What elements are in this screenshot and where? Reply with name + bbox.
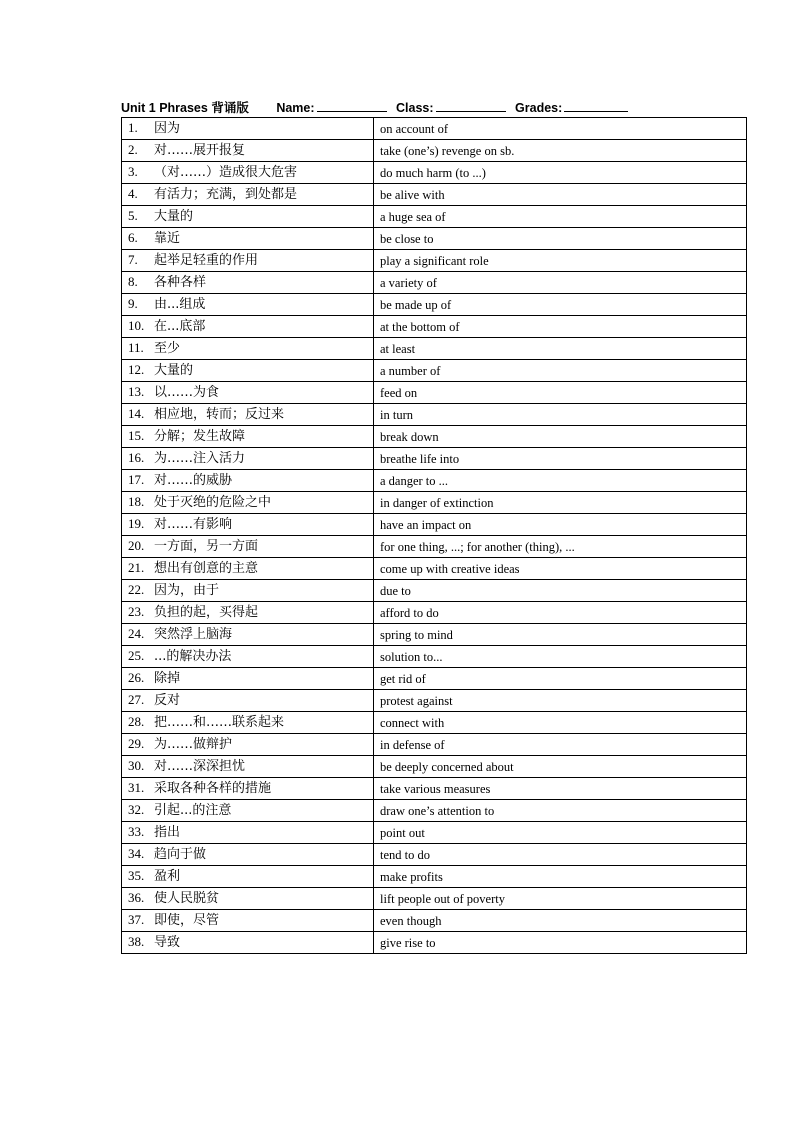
chinese-meaning: ...的解决办法	[154, 649, 232, 664]
table-row	[122, 822, 747, 844]
english-phrase: feed on	[380, 385, 418, 400]
english-phrase: break down	[380, 429, 439, 444]
row-number: 36.	[128, 890, 145, 905]
table-row	[122, 118, 747, 140]
row-number: 35.	[128, 868, 145, 883]
table-row	[122, 140, 747, 162]
english-phrase-cell	[374, 184, 747, 206]
chinese-meaning-cell	[122, 800, 374, 822]
row-number: 16.	[128, 450, 145, 465]
chinese-meaning: 导致	[154, 935, 181, 950]
english-phrase-cell	[374, 822, 747, 844]
row-number: 21.	[128, 560, 145, 575]
chinese-meaning-cell	[122, 558, 374, 580]
class-blank[interactable]	[436, 99, 506, 112]
english-phrase-cell	[374, 492, 747, 514]
chinese-meaning-cell	[122, 162, 374, 184]
english-phrase: in turn	[380, 407, 413, 422]
english-phrase-cell	[374, 844, 747, 866]
chinese-meaning-cell	[122, 844, 374, 866]
row-number: 38.	[128, 934, 145, 949]
english-phrase: draw one’s attention to	[380, 803, 495, 818]
table-row	[122, 206, 747, 228]
table-row	[122, 382, 747, 404]
table-row	[122, 580, 747, 602]
english-phrase-cell	[374, 338, 747, 360]
chinese-meaning: 有活力；充满，到处都是	[154, 187, 298, 202]
row-number: 37.	[128, 912, 145, 927]
table-row	[122, 734, 747, 756]
table-row	[122, 800, 747, 822]
english-phrase: have an impact on	[380, 517, 472, 532]
english-phrase: get rid of	[380, 671, 426, 686]
row-number: 34.	[128, 846, 145, 861]
english-phrase: on account of	[380, 121, 449, 136]
english-phrase: in danger of extinction	[380, 495, 494, 510]
row-number: 1.	[128, 120, 138, 135]
english-phrase: solution to...	[380, 649, 443, 664]
chinese-meaning-cell	[122, 206, 374, 228]
english-phrase: be close to	[380, 231, 434, 246]
grades-label: Grades:	[515, 101, 563, 115]
chinese-meaning: 即使，尽管	[154, 913, 220, 928]
english-phrase-cell	[374, 382, 747, 404]
english-phrase: breathe life into	[380, 451, 460, 466]
chinese-meaning: 至少	[154, 341, 181, 356]
english-phrase-cell	[374, 294, 747, 316]
table-row	[122, 404, 747, 426]
english-phrase-cell	[374, 778, 747, 800]
chinese-meaning: 各种各样	[154, 275, 207, 290]
table-row	[122, 624, 747, 646]
chinese-meaning: 为……做辩护	[154, 737, 233, 752]
phrase-table	[121, 117, 747, 954]
table-row	[122, 514, 747, 536]
table-row	[122, 228, 747, 250]
chinese-meaning: 对……的威胁	[154, 473, 233, 488]
chinese-meaning-cell	[122, 756, 374, 778]
table-row	[122, 316, 747, 338]
english-phrase-cell	[374, 866, 747, 888]
english-phrase: for one thing, ...; for another (thing), ...	[380, 539, 575, 554]
chinese-meaning: 采取各种各样的措施	[154, 781, 272, 796]
english-phrase-cell	[374, 426, 747, 448]
chinese-meaning: 想出有创意的主意	[154, 561, 259, 576]
row-number: 28.	[128, 714, 145, 729]
english-phrase-cell	[374, 668, 747, 690]
english-phrase: due to	[380, 583, 411, 598]
english-phrase: play a significant role	[380, 253, 489, 268]
row-number: 11.	[128, 340, 144, 355]
row-number: 4.	[128, 186, 138, 201]
chinese-meaning: 引起...的注意	[154, 803, 232, 818]
english-phrase: point out	[380, 825, 425, 840]
chinese-meaning-cell	[122, 646, 374, 668]
english-phrase-cell	[374, 888, 747, 910]
chinese-meaning-cell	[122, 294, 374, 316]
chinese-meaning-cell	[122, 822, 374, 844]
table-row	[122, 646, 747, 668]
grades-blank[interactable]	[564, 99, 628, 112]
chinese-meaning: 因为	[154, 121, 181, 136]
chinese-meaning-cell	[122, 624, 374, 646]
chinese-meaning: 处于灭绝的危险之中	[154, 495, 272, 510]
english-phrase: take various measures	[380, 781, 491, 796]
table-row	[122, 294, 747, 316]
table-row	[122, 250, 747, 272]
row-number: 2.	[128, 142, 138, 157]
chinese-meaning: 分解；发生故障	[154, 429, 246, 444]
english-phrase-cell	[374, 514, 747, 536]
table-row	[122, 360, 747, 382]
table-row	[122, 338, 747, 360]
chinese-meaning-cell	[122, 316, 374, 338]
chinese-meaning: 盈利	[154, 869, 181, 884]
chinese-meaning-cell	[122, 668, 374, 690]
english-phrase-cell	[374, 448, 747, 470]
english-phrase-cell	[374, 558, 747, 580]
table-row	[122, 602, 747, 624]
chinese-meaning: 大量的	[154, 363, 194, 378]
row-number: 3.	[128, 164, 138, 179]
row-number: 31.	[128, 780, 145, 795]
table-row	[122, 184, 747, 206]
row-number: 32.	[128, 802, 145, 817]
chinese-meaning: 因为，由于	[154, 583, 220, 598]
row-number: 8.	[128, 274, 138, 289]
english-phrase: be deeply concerned about	[380, 759, 514, 774]
class-label: Class:	[396, 101, 434, 115]
table-row	[122, 668, 747, 690]
english-phrase-cell	[374, 690, 747, 712]
row-number: 6.	[128, 230, 138, 245]
english-phrase-cell	[374, 316, 747, 338]
chinese-meaning-cell	[122, 888, 374, 910]
name-blank[interactable]	[317, 99, 387, 112]
table-row	[122, 448, 747, 470]
english-phrase-cell	[374, 932, 747, 954]
chinese-meaning-cell	[122, 404, 374, 426]
chinese-meaning-cell	[122, 448, 374, 470]
row-number: 22.	[128, 582, 145, 597]
row-number: 29.	[128, 736, 145, 751]
table-row	[122, 492, 747, 514]
table-row	[122, 690, 747, 712]
table-row	[122, 866, 747, 888]
english-phrase: afford to do	[380, 605, 439, 620]
english-phrase-cell	[374, 404, 747, 426]
english-phrase-cell	[374, 712, 747, 734]
chinese-meaning-cell	[122, 514, 374, 536]
chinese-meaning-cell	[122, 712, 374, 734]
chinese-meaning: （对……）造成很大危害	[154, 165, 298, 180]
row-number: 17.	[128, 472, 145, 487]
chinese-meaning-cell	[122, 118, 374, 140]
chinese-meaning-cell	[122, 492, 374, 514]
chinese-meaning-cell	[122, 580, 374, 602]
table-row	[122, 536, 747, 558]
row-number: 24.	[128, 626, 145, 641]
row-number: 19.	[128, 516, 145, 531]
row-number: 26.	[128, 670, 145, 685]
row-number: 30.	[128, 758, 145, 773]
english-phrase-cell	[374, 118, 747, 140]
chinese-meaning-cell	[122, 382, 374, 404]
chinese-meaning: 大量的	[154, 209, 194, 224]
row-number: 25.	[128, 648, 145, 663]
english-phrase-cell	[374, 800, 747, 822]
table-row	[122, 778, 747, 800]
row-number: 15.	[128, 428, 145, 443]
english-phrase: lift people out of poverty	[380, 891, 505, 906]
chinese-meaning: 突然浮上脑海	[154, 627, 233, 642]
table-row	[122, 910, 747, 932]
english-phrase: come up with creative ideas	[380, 561, 520, 576]
chinese-meaning: 反对	[154, 693, 181, 708]
english-phrase: protest against	[380, 693, 453, 708]
table-row	[122, 470, 747, 492]
english-phrase: a danger to ...	[380, 473, 449, 488]
english-phrase: be made up of	[380, 297, 452, 312]
chinese-meaning: 一方面，另一方面	[154, 539, 259, 554]
chinese-meaning: 由...组成	[154, 297, 206, 312]
name-label: Name:	[276, 101, 315, 115]
row-number: 7.	[128, 252, 138, 267]
row-number: 14.	[128, 406, 145, 421]
table-row	[122, 272, 747, 294]
english-phrase: connect with	[380, 715, 445, 730]
chinese-meaning: 把……和……联系起来	[154, 715, 285, 730]
english-phrase-cell	[374, 206, 747, 228]
english-phrase: a huge sea of	[380, 209, 446, 224]
english-phrase: be alive with	[380, 187, 445, 202]
chinese-meaning: 指出	[154, 825, 181, 840]
english-phrase: take (one’s) revenge on sb.	[380, 143, 515, 158]
table-row	[122, 558, 747, 580]
chinese-meaning: 起举足轻重的作用	[154, 253, 259, 268]
chinese-meaning-cell	[122, 778, 374, 800]
chinese-meaning-cell	[122, 866, 374, 888]
english-phrase-cell	[374, 470, 747, 492]
row-number: 10.	[128, 318, 145, 333]
english-phrase-cell	[374, 360, 747, 382]
chinese-meaning: 为……注入活力	[154, 451, 246, 466]
chinese-meaning-cell	[122, 228, 374, 250]
chinese-meaning-cell	[122, 932, 374, 954]
row-number: 5.	[128, 208, 138, 223]
chinese-meaning-cell	[122, 360, 374, 382]
english-phrase-cell	[374, 162, 747, 184]
chinese-meaning-cell	[122, 140, 374, 162]
english-phrase: a number of	[380, 363, 441, 378]
chinese-meaning-cell	[122, 250, 374, 272]
row-number: 20.	[128, 538, 145, 553]
chinese-meaning: 相应地，转而；反过来	[154, 407, 285, 422]
row-number: 33.	[128, 824, 145, 839]
chinese-meaning-cell	[122, 184, 374, 206]
english-phrase: even though	[380, 913, 442, 928]
chinese-meaning: 除掉	[154, 671, 181, 686]
row-number: 23.	[128, 604, 145, 619]
chinese-meaning: 对……展开报复	[154, 143, 246, 158]
english-phrase: a variety of	[380, 275, 437, 290]
row-number: 27.	[128, 692, 145, 707]
chinese-meaning: 负担的起，买得起	[154, 605, 259, 620]
english-phrase-cell	[374, 910, 747, 932]
chinese-meaning-cell	[122, 426, 374, 448]
table-row	[122, 888, 747, 910]
chinese-meaning: 对……有影响	[154, 517, 233, 532]
chinese-meaning-cell	[122, 338, 374, 360]
english-phrase-cell	[374, 580, 747, 602]
english-phrase: spring to mind	[380, 627, 453, 642]
chinese-meaning: 对……深深担忧	[154, 759, 246, 774]
chinese-meaning-cell	[122, 470, 374, 492]
english-phrase-cell	[374, 272, 747, 294]
table-row	[122, 932, 747, 954]
english-phrase: in defense of	[380, 737, 445, 752]
row-number: 9.	[128, 296, 138, 311]
worksheet-title: Unit 1 Phrases 背诵版	[121, 101, 249, 115]
chinese-meaning: 使人民脱贫	[154, 891, 220, 906]
english-phrase: do much harm (to ...)	[380, 165, 486, 180]
table-row	[122, 162, 747, 184]
worksheet-header	[121, 99, 741, 117]
english-phrase-cell	[374, 756, 747, 778]
english-phrase-cell	[374, 734, 747, 756]
english-phrase: give rise to	[380, 935, 436, 950]
row-number: 18.	[128, 494, 145, 509]
english-phrase-cell	[374, 228, 747, 250]
english-phrase: at least	[380, 341, 416, 356]
row-number: 13.	[128, 384, 145, 399]
english-phrase-cell	[374, 646, 747, 668]
chinese-meaning-cell	[122, 734, 374, 756]
chinese-meaning-cell	[122, 690, 374, 712]
table-row	[122, 844, 747, 866]
english-phrase: at the bottom of	[380, 319, 460, 334]
chinese-meaning-cell	[122, 536, 374, 558]
english-phrase: make profits	[380, 869, 443, 884]
chinese-meaning-cell	[122, 602, 374, 624]
table-row	[122, 712, 747, 734]
english-phrase-cell	[374, 140, 747, 162]
english-phrase: tend to do	[380, 847, 430, 862]
table-row	[122, 756, 747, 778]
chinese-meaning: 趋向于做	[154, 847, 207, 862]
table-row	[122, 426, 747, 448]
chinese-meaning-cell	[122, 272, 374, 294]
phrase-table-body	[122, 118, 747, 954]
chinese-meaning: 以……为食	[154, 385, 220, 400]
chinese-meaning-cell	[122, 910, 374, 932]
chinese-meaning: 在...底部	[154, 319, 206, 334]
row-number: 12.	[128, 362, 145, 377]
english-phrase-cell	[374, 602, 747, 624]
english-phrase-cell	[374, 536, 747, 558]
english-phrase-cell	[374, 624, 747, 646]
english-phrase-cell	[374, 250, 747, 272]
chinese-meaning: 靠近	[154, 231, 181, 246]
